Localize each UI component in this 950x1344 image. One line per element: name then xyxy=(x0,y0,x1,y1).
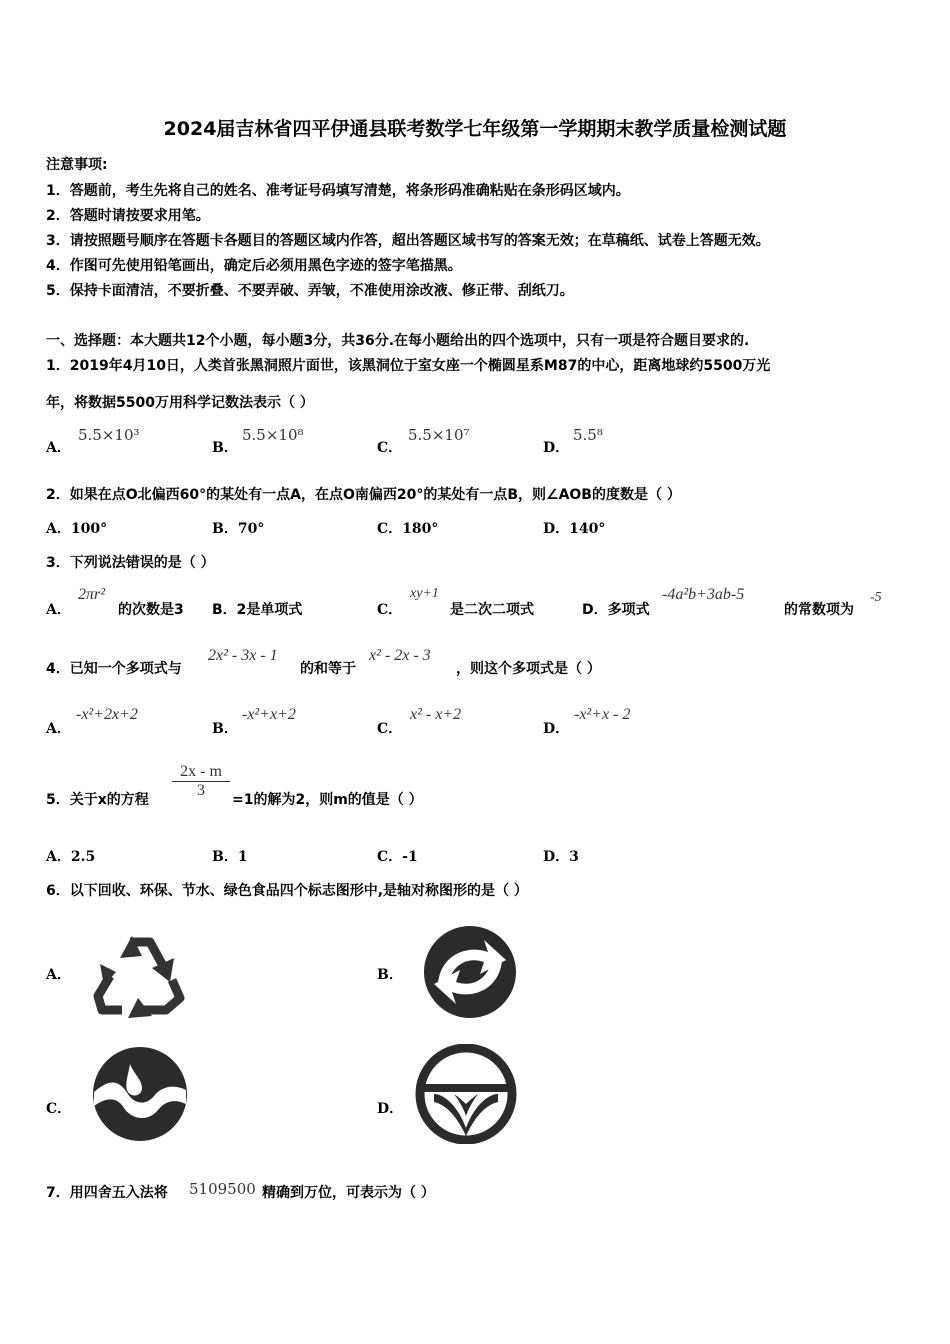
question-3: 3．下列说法错误的是（ ） xyxy=(46,555,215,571)
q5-option-d: D．3 xyxy=(543,849,579,865)
q1-option-b-label: B． xyxy=(212,440,238,456)
q5-fraction-numerator: 2x - m xyxy=(180,763,222,780)
q5-option-c: C．-1 xyxy=(377,849,418,865)
notice-item: 2．答题时请按要求用笔。 xyxy=(46,208,210,224)
q5-fraction-denominator: 3 xyxy=(197,782,205,799)
notice-heading: 注意事项: xyxy=(46,157,108,173)
question-1-line1: 1．2019年4月10日，人类首张黑洞照片面世，该黑洞位于室女座一个椭圆星系M87的中心，距离地球约5500万光 xyxy=(46,358,771,374)
q3-option-a-label: A． xyxy=(46,602,71,618)
notice-item: 5．保持卡面清洁，不要折叠、不要弄破、弄皱，不准使用涂改液、修正带、刮纸刀。 xyxy=(46,283,574,299)
q5-option-a: A．2.5 xyxy=(46,849,96,865)
q3-option-d-label: D．多项式 xyxy=(582,602,650,618)
q3-option-c-math: xy+1 xyxy=(410,586,439,601)
q2-option-b: B．70° xyxy=(212,521,265,537)
question-4-math1: 2x² - 3x - 1 xyxy=(208,647,278,664)
q1-option-a: 5.5×10³ xyxy=(78,426,140,444)
q4-option-b-label: B． xyxy=(212,721,238,737)
q6-option-a-label: A． xyxy=(46,967,71,983)
q6-option-b-label: B． xyxy=(377,967,403,983)
q4-option-a: -x²+2x+2 xyxy=(76,706,138,723)
question-4-math2: x² - 2x - 3 xyxy=(369,647,431,664)
q3-option-c-label: C． xyxy=(377,602,403,618)
q3-option-b: B．2是单项式 xyxy=(212,602,303,618)
q1-option-d: 5.5⁸ xyxy=(573,426,603,444)
q1-option-a-label: A． xyxy=(46,440,71,456)
q1-option-d-label: D． xyxy=(543,440,570,456)
notice-item: 3．请按照题号顺序在答题卡各题目的答题区域内作答，超出答题区域书写的答案无效；在草稿纸、试卷上答题无效。 xyxy=(46,233,770,249)
question-1-line2: 年，将数据5500万用科学记数法表示（ ） xyxy=(46,395,314,411)
q3-option-a-math: 2πr² xyxy=(78,586,106,603)
q5-fraction xyxy=(172,763,230,800)
q5-option-b: B．1 xyxy=(212,849,248,865)
q2-option-d: D．140° xyxy=(543,521,606,537)
q6-option-c-label: C． xyxy=(46,1101,72,1117)
question-7-a: 7．用四舍五入法将 xyxy=(46,1185,168,1201)
q3-option-d-math2: -5 xyxy=(870,590,882,605)
recycle-logo-icon xyxy=(92,928,188,1020)
question-7-number: 5109500 xyxy=(189,1180,256,1198)
question-5-a: 5．关于x的方程 xyxy=(46,792,149,808)
q3-option-a-text: 的次数是3 xyxy=(118,602,184,618)
section-heading: 一、选择题：本大题共12个小题，每小题3分，共36分.在每小题给出的四个选项中，只有一项是符合题目要求的. xyxy=(46,333,750,349)
q1-option-c-label: C． xyxy=(377,440,403,456)
q3-option-d-math: -4a²b+3ab-5 xyxy=(662,586,745,603)
q4-option-b: -x²+x+2 xyxy=(242,706,296,723)
question-6: 6．以下回收、环保、节水、绿色食品四个标志图形中,是轴对称图形的是（ ） xyxy=(46,883,528,899)
green-food-logo-icon xyxy=(414,1044,518,1144)
question-4-a: 4．已知一个多项式与 xyxy=(46,661,182,677)
q4-option-d: -x²+x - 2 xyxy=(574,706,631,723)
question-4-b: 的和等于 xyxy=(300,661,356,677)
q2-option-c: C．180° xyxy=(377,521,439,537)
q2-option-a: A．100° xyxy=(46,521,108,537)
q4-option-c-label: C． xyxy=(377,721,403,737)
q1-option-c: 5.5×10⁷ xyxy=(408,426,470,444)
question-7-b: 精确到万位，可表示为（ ） xyxy=(262,1185,435,1201)
question-5-b: =1的解为2，则m的值是（ ） xyxy=(232,792,423,808)
q6-option-d-label: D． xyxy=(377,1101,404,1117)
q4-option-a-label: A． xyxy=(46,721,71,737)
water-saving-logo-icon xyxy=(88,1044,192,1144)
notice-item: 4．作图可先使用铅笔画出，确定后必须用黑色字迹的签字笔描黑。 xyxy=(46,258,462,274)
q4-option-c: x² - x+2 xyxy=(410,706,462,723)
q3-option-d-text: 的常数项为 xyxy=(784,602,854,618)
q3-option-c-text: 是二次二项式 xyxy=(450,602,534,618)
q1-option-b: 5.5×10⁸ xyxy=(242,426,304,444)
question-2: 2．如果在点O北偏西60°的某处有一点A，在点O南偏西20°的某处有一点B，则∠AOB的度数是（ ） xyxy=(46,487,681,503)
green-dot-logo-icon xyxy=(418,922,522,1022)
notice-item: 1．答题前，考生先将自己的姓名、准考证号码填写清楚，将条形码准确粘贴在条形码区域内。 xyxy=(46,183,630,199)
page-title: 2024届吉林省四平伊通县联考数学七年级第一学期期末教学质量检测试题 xyxy=(163,118,787,140)
question-4-c: ，则这个多项式是（ ） xyxy=(456,661,601,677)
q4-option-d-label: D． xyxy=(543,721,570,737)
